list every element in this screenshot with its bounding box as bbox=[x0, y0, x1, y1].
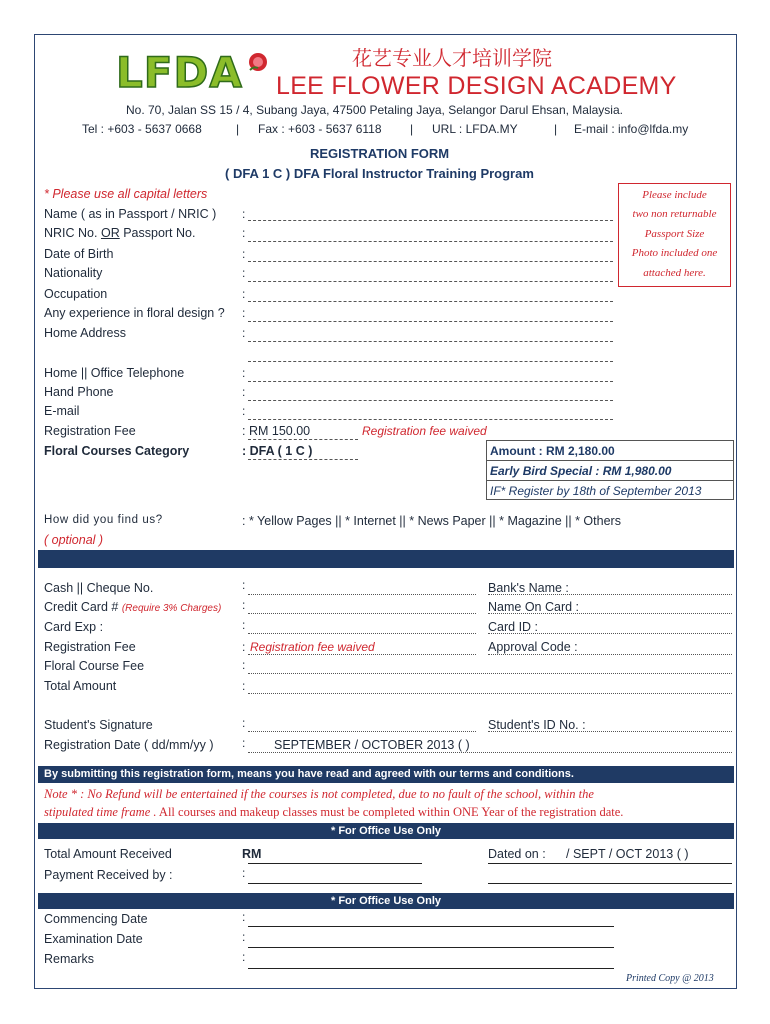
nric-input[interactable] bbox=[248, 241, 613, 242]
dob-label: Date of Birth bbox=[44, 247, 114, 261]
student-id-label: Student's ID No. : bbox=[488, 718, 586, 732]
credit-card-colon: : bbox=[242, 598, 246, 612]
course-fee-input[interactable] bbox=[248, 673, 732, 674]
email-label: E-mail bbox=[44, 404, 80, 418]
reg-date-value[interactable]: SEPTEMBER / OCTOBER 2013 ( ) bbox=[274, 738, 470, 752]
nationality-input[interactable] bbox=[248, 281, 613, 282]
cash-colon: : bbox=[242, 578, 246, 592]
credit-card-text: Credit Card # bbox=[44, 600, 119, 614]
name-input[interactable] bbox=[248, 220, 613, 221]
approval-code-label: Approval Code : bbox=[488, 640, 578, 654]
nric-or: OR bbox=[100, 226, 120, 240]
office-header-1: * For Office Use Only bbox=[38, 823, 734, 839]
bank-name-label: Bank's Name : bbox=[488, 581, 569, 595]
examination-input[interactable] bbox=[248, 947, 614, 948]
source-options[interactable]: : * Yellow Pages || * Internet || * News Paper || * Magazine || * Others bbox=[242, 514, 621, 528]
payment-reg-fee-waived: Registration fee waived bbox=[250, 640, 375, 654]
name-colon: : bbox=[242, 207, 246, 221]
pricing-divider-2 bbox=[486, 480, 734, 481]
experience-colon: : bbox=[242, 306, 246, 320]
commencing-label: Commencing Date bbox=[44, 912, 148, 926]
total-amount-input[interactable] bbox=[248, 693, 732, 694]
occupation-colon: : bbox=[242, 287, 246, 301]
name-on-card-label: Name On Card : bbox=[488, 600, 580, 614]
phone-colon: : bbox=[242, 366, 246, 380]
passport-text: Passport No. bbox=[123, 226, 196, 240]
email-input[interactable] bbox=[248, 419, 613, 420]
occupation-input[interactable] bbox=[248, 301, 613, 302]
card-exp-colon: : bbox=[242, 618, 246, 632]
payment-reg-fee-colon: : bbox=[242, 640, 246, 654]
dated-on-line bbox=[488, 863, 732, 864]
photo-note-3: Passport Size bbox=[644, 228, 705, 240]
remarks-colon: : bbox=[242, 950, 246, 964]
reg-fee-amount: RM 150.00 bbox=[248, 424, 311, 438]
flower-icon bbox=[246, 50, 270, 74]
experience-label: Any experience in floral design ? bbox=[44, 306, 225, 320]
form-title: REGISTRATION FORM bbox=[310, 146, 450, 161]
course-fee-colon: : bbox=[242, 658, 246, 672]
email-colon: : bbox=[242, 404, 246, 418]
nric-colon: : bbox=[242, 226, 246, 240]
phone-input[interactable] bbox=[248, 381, 613, 382]
reg-date-label: Registration Date ( dd/mm/yy ) bbox=[44, 738, 214, 752]
signature-label: Student's Signature bbox=[44, 718, 153, 732]
remarks-input[interactable] bbox=[248, 968, 614, 969]
reg-fee-waived: Registration fee waived bbox=[362, 424, 487, 438]
reg-fee-value bbox=[242, 424, 310, 438]
total-amount-colon: : bbox=[242, 679, 246, 693]
signature-colon: : bbox=[242, 716, 246, 730]
url: URL : LFDA.MY bbox=[432, 122, 518, 136]
terms-note-1: Note * : No Refund will be entertained if the courses is not completed, due to no fault of the school, within the bbox=[44, 787, 594, 801]
cash-label: Cash || Cheque No. bbox=[44, 581, 154, 595]
address-label: Home Address bbox=[44, 326, 126, 340]
hand-phone-label: Hand Phone bbox=[44, 385, 114, 399]
reg-date-line bbox=[248, 752, 732, 753]
bank-name-input[interactable] bbox=[488, 594, 732, 595]
name-label: Name ( as in Passport / NRIC ) bbox=[44, 207, 217, 221]
total-received-rm: RM bbox=[242, 847, 262, 861]
lfda-logo: LFDA bbox=[116, 48, 243, 97]
course-fee-label: Floral Course Fee bbox=[44, 659, 145, 673]
reg-date-colon: : bbox=[242, 736, 246, 750]
examination-colon: : bbox=[242, 930, 246, 944]
payment-by-label: Payment Received by : bbox=[44, 868, 173, 882]
credit-card-label bbox=[44, 600, 221, 614]
academy-name: LEE FLOWER DESIGN ACADEMY bbox=[276, 72, 677, 100]
photo-note-4: Photo included one bbox=[631, 247, 718, 259]
email: E-mail : info@lfda.my bbox=[574, 122, 689, 136]
credit-card-input[interactable] bbox=[248, 613, 476, 614]
reg-fee-underline bbox=[248, 439, 358, 440]
payment-by-input[interactable] bbox=[248, 883, 422, 884]
dob-colon: : bbox=[242, 247, 246, 261]
if-note: IF* Register by 18th of September 2013 bbox=[490, 484, 702, 498]
chinese-name: 花艺专业人才培训学院 bbox=[352, 46, 552, 70]
category-value bbox=[242, 444, 312, 458]
payment-by-line-2[interactable] bbox=[488, 883, 732, 884]
total-received-label: Total Amount Received bbox=[44, 847, 172, 861]
photo-note-1: Please include bbox=[642, 189, 707, 201]
student-id-input[interactable] bbox=[488, 731, 732, 732]
name-on-card-input[interactable] bbox=[488, 613, 732, 614]
cheque-input[interactable] bbox=[248, 594, 476, 595]
total-received-input[interactable] bbox=[248, 863, 422, 864]
terms-note-2a: stipulated time frame . bbox=[44, 805, 157, 819]
commencing-input[interactable] bbox=[248, 926, 614, 927]
caps-note: * Please use all capital letters bbox=[44, 187, 208, 201]
card-id-label: Card ID : bbox=[488, 620, 539, 634]
card-exp-label: Card Exp : bbox=[44, 620, 104, 634]
category-underline bbox=[248, 459, 358, 460]
amount: Amount : RM 2,180.00 bbox=[490, 444, 615, 458]
photo-note-2: two non returnable bbox=[632, 208, 717, 220]
terms-note-2b: All courses and makeup classes must be completed within ONE Year of the registration date. bbox=[156, 805, 624, 819]
terms-note-2 bbox=[44, 805, 623, 820]
commencing-colon: : bbox=[242, 910, 246, 924]
approval-code-input[interactable] bbox=[488, 654, 732, 655]
signature-input[interactable] bbox=[248, 731, 476, 732]
category-colon: : bbox=[242, 444, 247, 458]
dob-input[interactable] bbox=[248, 261, 613, 262]
photo-note-5: attached here. bbox=[643, 267, 706, 279]
reg-fee-colon: : bbox=[242, 424, 246, 438]
sep-3: | bbox=[554, 122, 558, 136]
office-header-2: * For Office Use Only bbox=[38, 893, 734, 909]
tel: Tel : +603 - 5637 0668 bbox=[82, 122, 202, 136]
terms-agree-bar: By submitting this registration form, means you have read and agreed with our terms and conditions. bbox=[38, 766, 734, 783]
address-input-2[interactable] bbox=[248, 361, 613, 362]
address-line: No. 70, Jalan SS 15 / 4, Subang Jaya, 47500 Petaling Jaya, Selangor Darul Ehsan, Malaysia. bbox=[126, 103, 623, 117]
fax: Fax : +603 - 5637 6118 bbox=[258, 122, 382, 136]
experience-input[interactable] bbox=[248, 321, 613, 322]
sep-2: | bbox=[410, 122, 414, 136]
category-label: Floral Courses Category bbox=[44, 444, 190, 458]
hand-phone-input[interactable] bbox=[248, 400, 613, 401]
card-id-input[interactable] bbox=[488, 633, 732, 634]
card-exp-input[interactable] bbox=[248, 633, 476, 634]
category-text: DFA ( 1 C ) bbox=[249, 444, 313, 458]
pricing-divider-1 bbox=[486, 460, 734, 461]
nric-label bbox=[44, 226, 195, 240]
hand-phone-colon: : bbox=[242, 385, 246, 399]
dated-on-value[interactable]: / SEPT / OCT 2013 ( ) bbox=[566, 847, 689, 861]
payment-reg-fee-label: Registration Fee bbox=[44, 640, 136, 654]
payment-section-bar bbox=[38, 550, 734, 568]
early-bird: Early Bird Special : RM 1,980.00 bbox=[490, 464, 672, 478]
reg-fee-label: Registration Fee bbox=[44, 424, 136, 438]
phone-label: Home || Office Telephone bbox=[44, 366, 185, 380]
address-colon: : bbox=[242, 326, 246, 340]
dated-on-label: Dated on : bbox=[488, 847, 546, 861]
remarks-label: Remarks bbox=[44, 952, 95, 966]
total-amount-label: Total Amount bbox=[44, 679, 117, 693]
printed-copy: Printed Copy @ 2013 bbox=[626, 973, 714, 984]
occupation-label: Occupation bbox=[44, 287, 108, 301]
nationality-colon: : bbox=[242, 266, 246, 280]
examination-label: Examination Date bbox=[44, 932, 143, 946]
address-input-1[interactable] bbox=[248, 341, 613, 342]
source-label: How did you find us? bbox=[44, 514, 163, 526]
payment-reg-fee-line bbox=[248, 654, 476, 655]
payment-by-colon: : bbox=[242, 866, 246, 880]
nric-text: NRIC No. bbox=[44, 226, 98, 240]
credit-card-note: (Require 3% Charges) bbox=[121, 603, 222, 614]
source-optional: ( optional ) bbox=[44, 533, 104, 547]
program-title: ( DFA 1 C ) DFA Floral Instructor Training Program bbox=[225, 166, 534, 181]
sep-1: | bbox=[236, 122, 240, 136]
nationality-label: Nationality bbox=[44, 266, 103, 280]
